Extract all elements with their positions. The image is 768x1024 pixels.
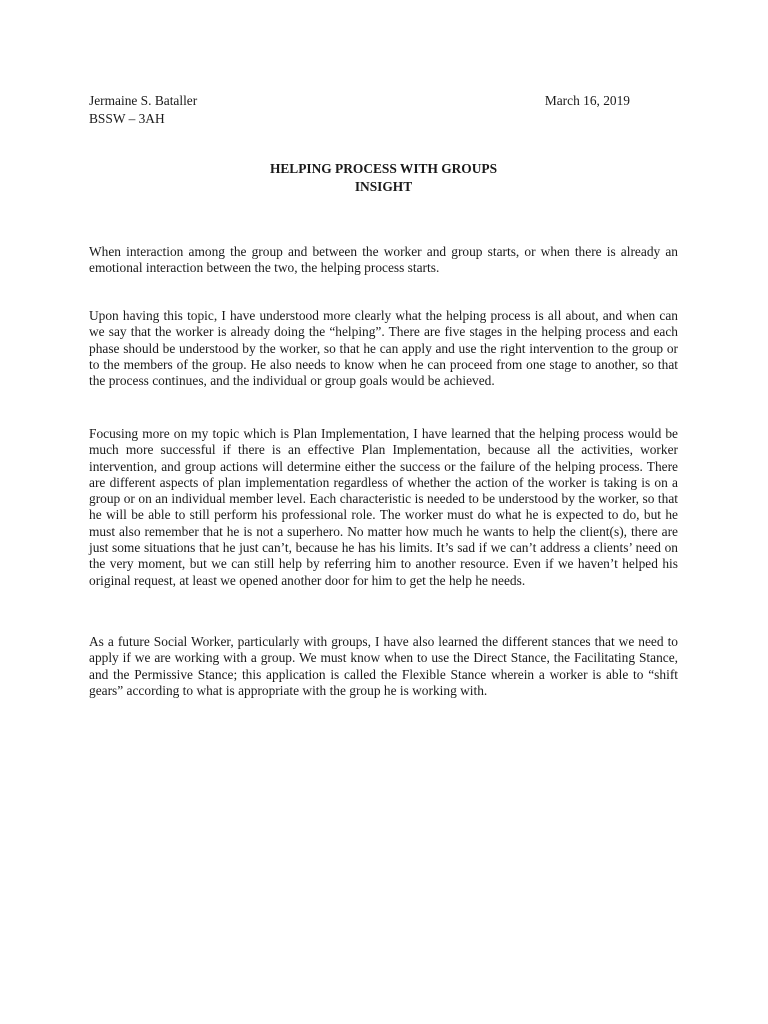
course-section: BSSW – 3AH: [89, 111, 165, 126]
title-line-1: HELPING PROCESS WITH GROUPS: [269, 161, 498, 176]
title-line-2: INSIGHT: [354, 178, 413, 194]
document-date: March 16, 2019: [544, 93, 630, 108]
author-name: Jermaine S. Bataller: [89, 93, 198, 108]
document-title: [89, 160, 678, 195]
paragraph-1: When interaction among the group and between the worker and group starts, or when there is already an emotional interaction between the two, the helping process starts.: [89, 244, 678, 276]
paragraph-2: Upon having this topic, I have understood more clearly what the helping process is all about, and when can we say that the worker is already doing the “helping”. There are five stages in the helping process and each phase should be understood by the worker, so that he can apply and use the right intervention to the group or to the members of the group. He also needs to know when he can proceed from one stage to another, so that the process continues, and the individual or group goals would be achieved.: [89, 308, 678, 389]
paragraph-4: As a future Social Worker, particularly with groups, I have also learned the different stances that we need to apply if we are working with a group. We must know when to use the Direct Stance, the Facilitating Stance, and the Permissive Stance; this application is called the Flexible Stance wherein a worker is able to “shift gears” according to what is appropriate with the group he is working with.: [89, 634, 678, 698]
paragraph-3: Focusing more on my topic which is Plan Implementation, I have learned that the helping process would be much more successful if there is an effective Plan Implementation, because all the activities, worker intervention, and group actions will determine either the success or the failure of the helping process. There are different aspects of plan implementation regardless of whether the action of the worker is taking is on a group or on an individual member level. Each characteristic is needed to be understood by the worker, so that he will be able to still perform his professional role. The worker must do what he is expected to do, but he must also remember that he is not a superhero. No matter how much he wants to help the client(s), there are just some situations that he just can’t, because he has his limits. It’s sad if we can’t address a clients’ need on the very moment, but we can still help by referring him to another resource. Even if we haven’t helped his original request, at least we opened another door for him to get the help he needs.: [89, 426, 678, 588]
